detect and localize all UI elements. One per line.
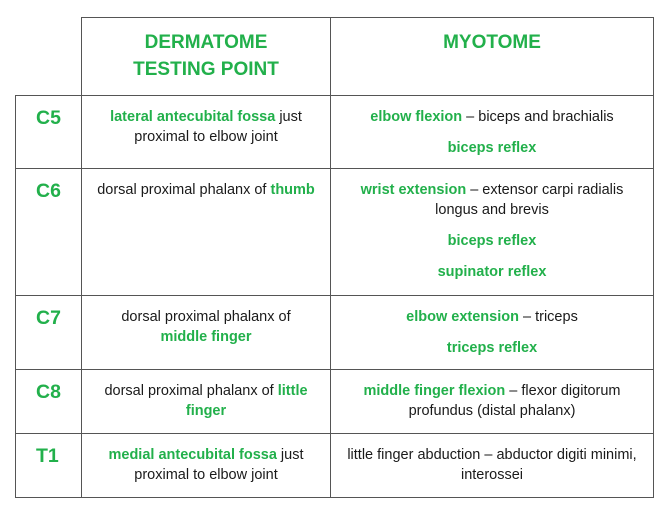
table-row [16,434,654,498]
dermatome-myotome-table [15,17,654,498]
myotome-header: MYOTOME [331,18,654,96]
myotome-cell [331,370,654,434]
dermatome-text [82,107,330,147]
highlighted-term: lateral antecubital fossa [110,109,276,125]
description-text: – extensor carpi radialis longus and brevis [435,182,624,218]
dermatome-cell [82,169,331,296]
highlighted-term: biceps reflex [447,140,537,156]
myotome-entry [331,338,653,358]
dermatome-text [82,381,330,421]
highlighted-term: biceps reflex [447,233,537,249]
table-body [16,96,654,498]
myotome-entry [331,231,653,251]
highlighted-term: medial antecubital fossa [108,447,277,463]
myotome-entry [331,107,653,127]
myotome-entry [331,381,653,421]
dermatome-text [82,180,330,200]
description-text: dorsal proximal phalanx of [97,182,271,198]
table-row [16,169,654,296]
myotome-entry [331,262,653,282]
spinal-level: C7 [16,296,82,370]
myotome-entry [331,180,653,220]
myotome-cell [331,169,654,296]
description-text: – biceps and brachialis [462,109,614,125]
table-row [16,296,654,370]
myotome-cell [331,296,654,370]
dermatome-text [82,307,330,347]
highlighted-term: elbow extension [406,309,519,325]
table-row [16,370,654,434]
dermatome-cell [82,96,331,169]
spinal-level: C5 [16,96,82,169]
spinal-level: T1 [16,434,82,498]
highlighted-term: wrist extension [360,182,467,198]
description-text: – flexor digitorum profundus (distal phalanx) [408,383,621,419]
spinal-level: C6 [16,169,82,296]
highlighted-term: little finger [185,383,308,419]
dermatome-header: DERMATOME TESTING POINT [82,18,331,96]
header-row [16,18,654,96]
dermatome-cell [82,370,331,434]
description-text: – triceps [518,309,578,325]
dermatome-cell [82,434,331,498]
dermatome-cell [82,296,331,370]
corner-cell [16,18,82,96]
dermatome-text [82,445,330,485]
myotome-entry [331,307,653,327]
description-text: just proximal to elbow joint [134,447,304,483]
description-text: dorsal proximal phalanx of [104,383,278,399]
myotome-cell [331,96,654,169]
description-text: dorsal proximal phalanx of [121,309,291,325]
highlighted-term: thumb [270,182,315,198]
description-text: just proximal to elbow joint [134,109,302,145]
description-text: little finger abduction – abductor digiti minimi, interossei [347,447,637,483]
highlighted-term: middle finger [160,329,252,345]
myotome-entry [331,138,653,158]
highlighted-term: middle finger flexion [363,383,506,399]
table-row [16,96,654,169]
highlighted-term: triceps reflex [446,340,538,356]
myotome-entry [331,445,653,485]
spinal-level: C8 [16,370,82,434]
highlighted-term: elbow flexion [370,109,463,125]
myotome-cell [331,434,654,498]
highlighted-term: supinator reflex [437,264,547,280]
